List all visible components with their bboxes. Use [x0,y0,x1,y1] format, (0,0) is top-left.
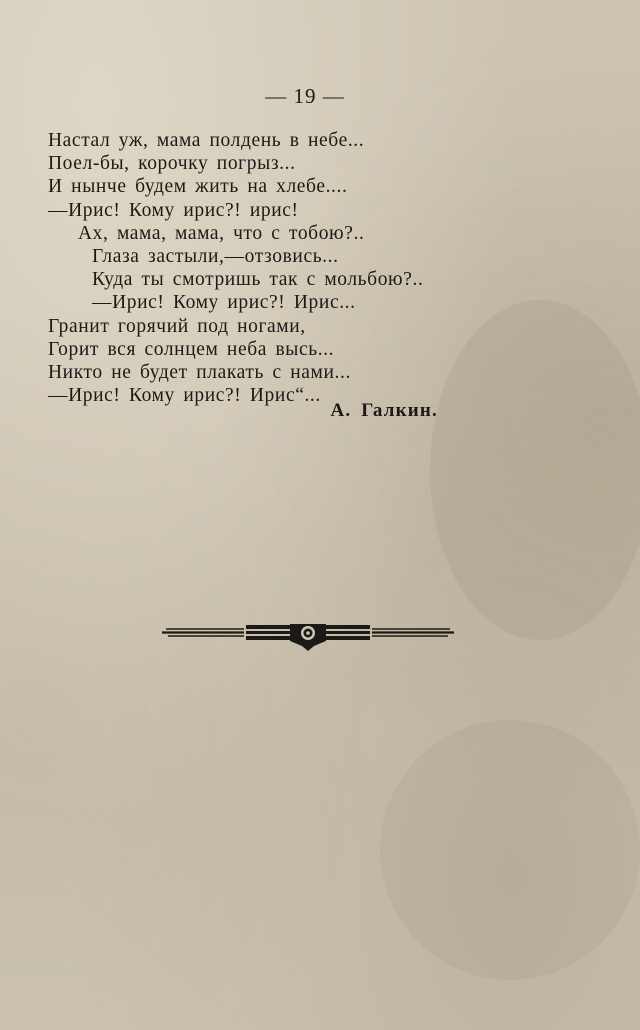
poem-line: Никто не будет плакать с нами... [48,361,351,383]
poem-line: Поел-бы, корочку погрыз... [48,153,296,175]
poem-line: Горит вся солнцем неба высь... [48,338,335,360]
poem [48,129,588,407]
page-number: — 19 — [265,84,345,108]
poem-line: Куда ты смотришь так с мольбою?.. [92,269,424,291]
poem-line: Настал уж, мама полдень в небе... [48,130,365,151]
poem-line: —Ирис! Кому ирис?! Ирис... [92,292,356,314]
poem-line: —Ирис! Кому ирис?! ирис! [48,199,299,221]
decorative-divider [160,618,456,652]
poem-author: А. Галкин. [330,400,438,421]
paper-stain [380,720,640,980]
poem-line: Глаза застыли,—отзовись... [92,245,339,267]
poem-line: И нынче будем жить на хлебе.... [48,176,348,198]
poem-line: Ах, мама, мама, что с тобою?.. [78,222,365,244]
poem-line: —Ирис! Кому ирис?! Ирис“... [48,385,321,407]
poem-line: Гранит горячий под ногами, [48,315,306,337]
